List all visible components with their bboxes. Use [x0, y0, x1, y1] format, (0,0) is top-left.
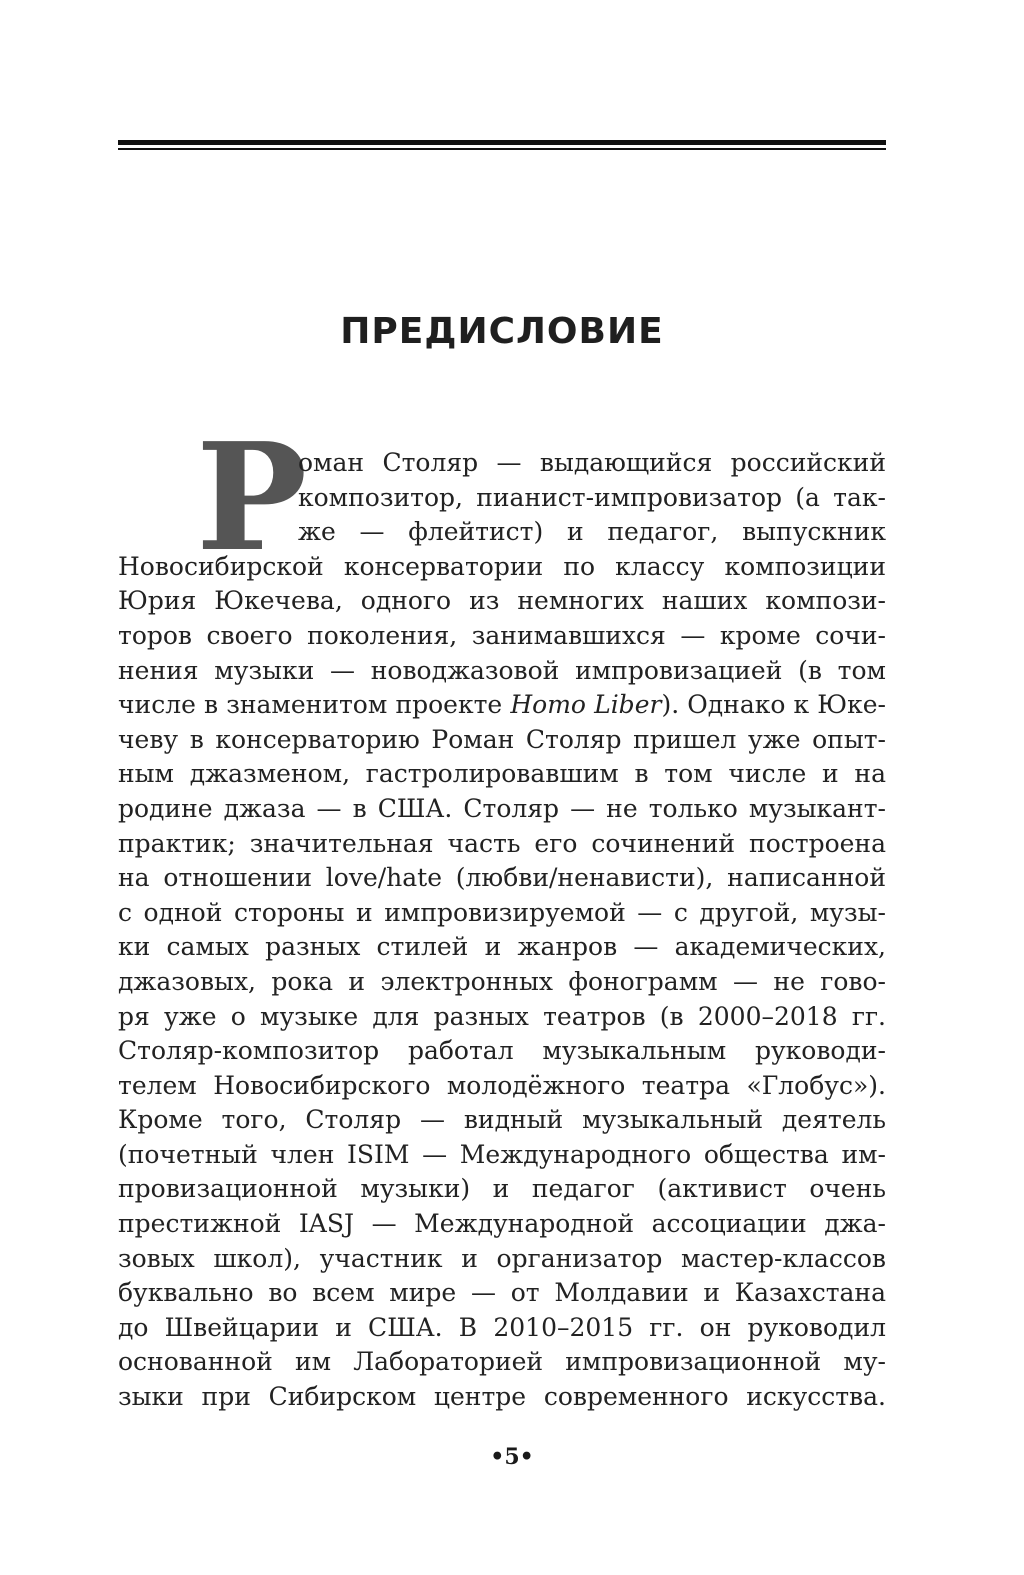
text-line: нения музыки — новоджазовой импровизацией (в том	[118, 655, 886, 685]
text-line: Столяр-композитор работал музыкальным руководи-	[118, 1036, 886, 1066]
body-paragraph	[118, 446, 886, 1415]
text-segment: ). Однако к Юке-	[661, 690, 886, 720]
project-name-italic: Homo Liber	[510, 690, 662, 720]
text-line: телем Новосибирского молодёжного театра «Глобус»).	[118, 1070, 886, 1100]
text-line: буквально во всем мире — от Молдавии и Казахстана	[118, 1278, 886, 1308]
text-line: Кроме того, Столяр — видный музыкальный деятель	[118, 1105, 886, 1135]
text-line: чеву в консерваторию Роман Столяр пришел уже опыт-	[118, 724, 886, 754]
text-line: провизационной музыки) и педагог (активист очень	[118, 1174, 886, 1204]
chapter-title: ПРЕДИСЛОВИЕ	[340, 311, 664, 352]
text-line: на отношении love/hate (любви/ненависти), написанной	[118, 863, 886, 893]
text-line: (почетный член ISIM — Международного общества им-	[118, 1139, 886, 1169]
text-line: зовых школ), участник и организатор мастер-классов	[118, 1243, 886, 1273]
page-number: •5•	[490, 1444, 534, 1470]
text-line: Новосибирской консерватории по классу композиции	[118, 551, 886, 581]
top-rule-thick	[118, 140, 886, 145]
text-line: практик; значительная часть его сочинений построена	[118, 828, 886, 858]
text-segment: числе в знаменитом проекте	[118, 690, 511, 720]
text-line: джазовых, рока и электронных фонограмм — не гово-	[118, 966, 886, 996]
text-line: основанной им Лабораторией импровизационной му-	[118, 1347, 886, 1377]
text-line: ным джазменом, гастролировавшим в том числе и на	[118, 759, 886, 789]
text-line: зыки при Сибирском центре современного искусства.	[118, 1382, 886, 1412]
text-line: Юрия Юкечева, одного из немногих наших компози-	[118, 586, 886, 616]
text-line: композитор, пианист-импровизатор (а так-	[298, 482, 886, 512]
text-line: престижной IASJ — Международной ассоциации джа-	[118, 1209, 886, 1239]
top-rule-thin	[118, 148, 886, 150]
text-line: родине джаза — в США. Столяр — не только музыкант-	[118, 793, 886, 823]
text-line: ки самых разных стилей и жанров — академических,	[118, 932, 886, 962]
drop-cap-letter: Р	[196, 410, 308, 584]
text-line: до Швейцарии и США. В 2010–2015 гг. он руководил	[118, 1312, 886, 1342]
text-line: торов своего поколения, занимавшихся — кроме сочи-	[118, 620, 886, 650]
text-line: оман Столяр — выдающийся российский	[298, 448, 886, 477]
text-line: ря уже о музыке для разных театров (в 2000–2018 гг.	[118, 1001, 886, 1031]
text-line: же — флейтист) и педагог, выпускник	[298, 517, 886, 547]
text-line-mixed	[118, 688, 886, 723]
text-line: с одной стороны и импровизируемой — с другой, музы-	[118, 897, 886, 927]
